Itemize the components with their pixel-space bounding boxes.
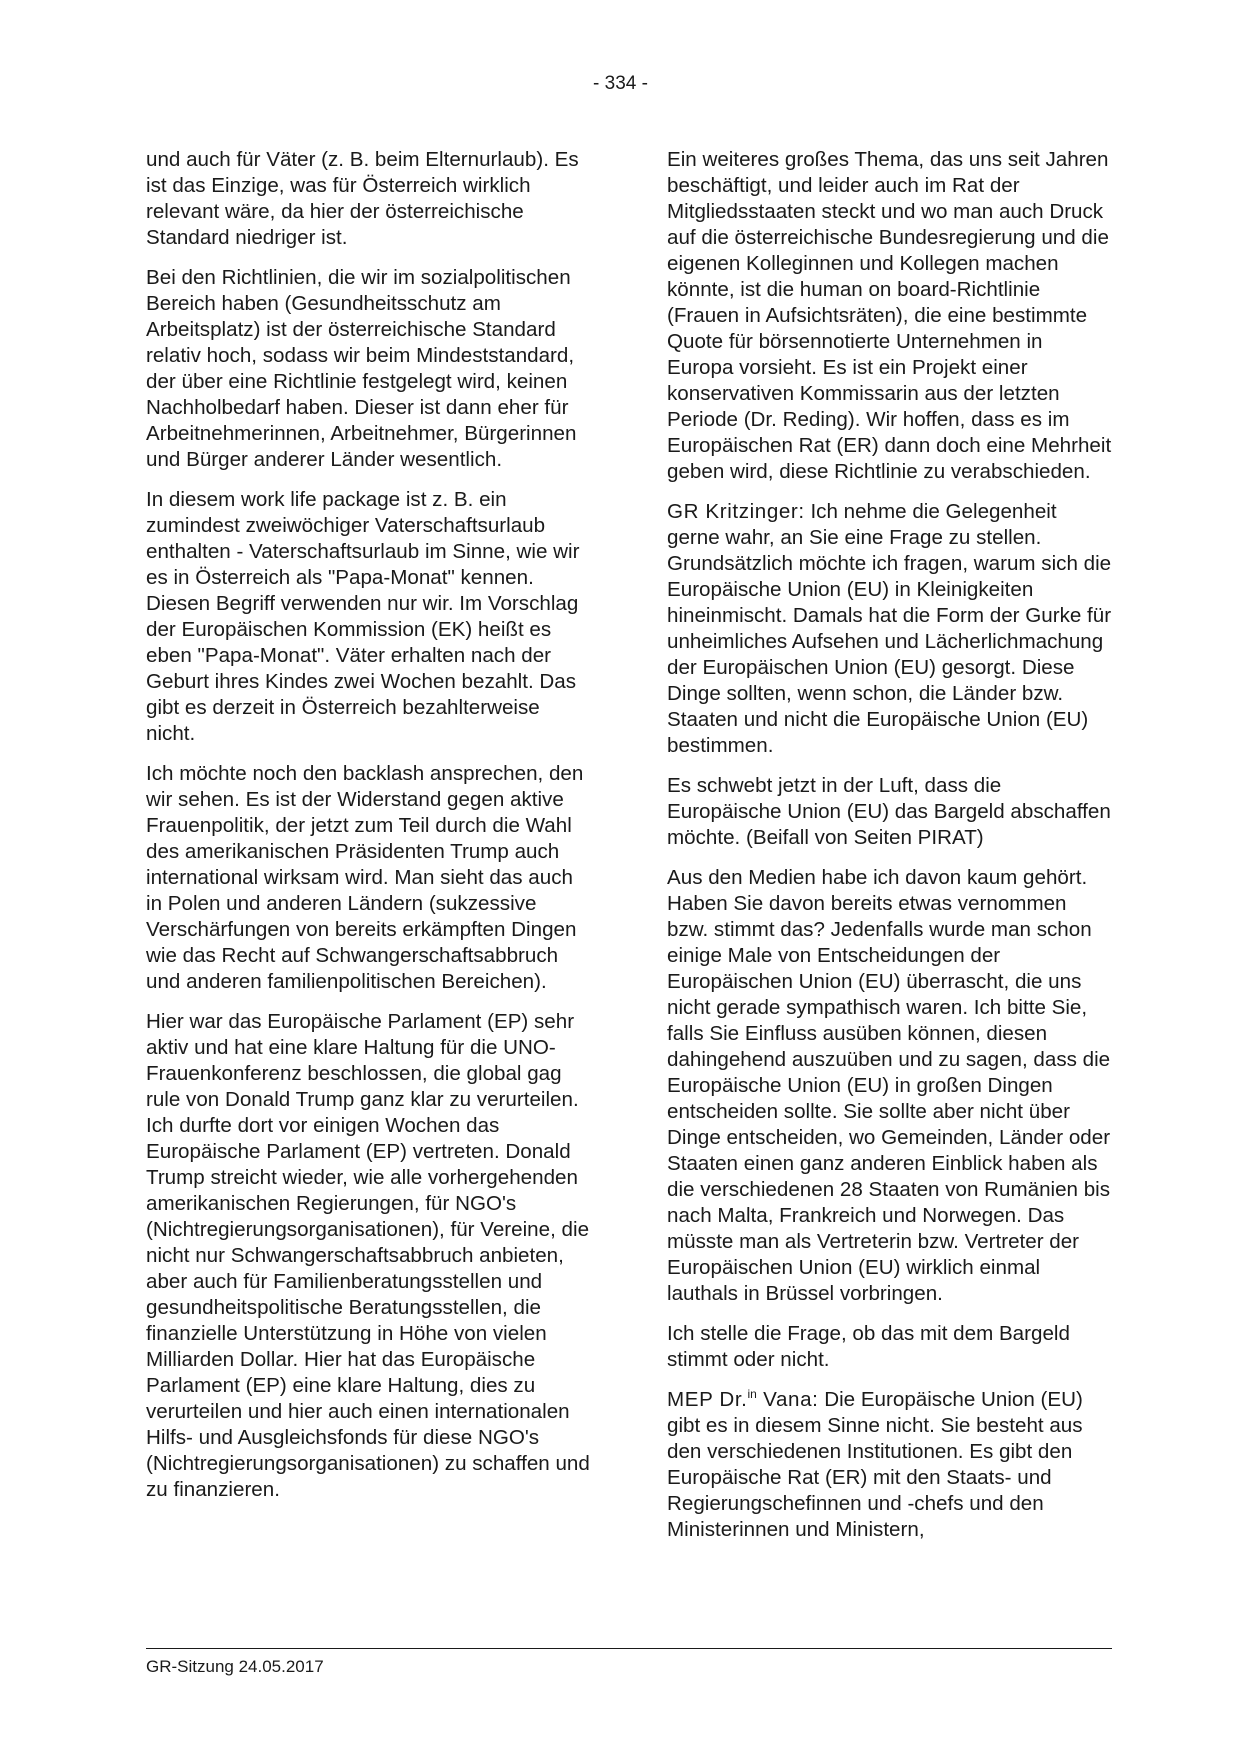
- speaker-title-superscript: in: [747, 1387, 757, 1401]
- paragraph: Ein weiteres großes Thema, das uns seit Jahren beschäftigt, und leider auch im Rat der Mitgliedsstaaten steckt und wo man auch Druck auf die österreichische Bundesregierung und die eigenen Kolleginnen und Kollegen machen könnte, ist die human on board-Richtlinie (Frauen in Aufsichtsräten), die eine bestimmte Quote für börsennotierte Unternehmen in Europa vorsieht. Es ist ein Projekt einer konservativen Kommissarin aus der letzten Periode (Dr. Reding). Wir hoffen, dass es im Europäischen Rat (ER) dann doch eine Mehrheit geben wird, diese Richtlinie zu verabschieden.: [667, 148, 1112, 483]
- footer-session-date: GR-Sitzung 24.05.2017: [146, 1657, 324, 1676]
- paragraph: Bei den Richtlinien, die wir im sozialpolitischen Bereich haben (Gesundheitsschutz am Arbeitsplatz) ist der österreichische Standard relativ hoch, sodass wir beim Mindeststandard, der über eine Richtlinie festgelegt wird, keinen Nachholbedarf haben. Dieser ist dann eher für Arbeitnehmerinnen, Arbeitnehmer, Bürgerinnen und Bürger anderer Länder wesentlich.: [146, 266, 577, 471]
- paragraph: Ich stelle die Frage, ob das mit dem Bargeld stimmt oder nicht.: [667, 1322, 1070, 1371]
- speaker-paragraph: [667, 1387, 1112, 1543]
- right-column: [667, 147, 1112, 1557]
- speech-text: Die Europäische Union (EU) gibt es in diesem Sinne nicht. Sie besteht aus den verschiedenen Institutionen. Es gibt den Europäische Rat (ER) mit den Staats- und Regierungschefinnen und -chefs und den Ministerinnen und Ministern,: [667, 1388, 1083, 1541]
- speech-text: Ich nehme die Gelegenheit gerne wahr, an Sie eine Frage zu stellen. Grundsätzlich möchte ich fragen, warum sich die Europäische Union (EU) in Kleinigkeiten hineinmischt. Damals hat die Form der Gurke für unheimliches Aufsehen und Lächerlichmachung der Europäischen Union (EU) gesorgt. Diese Dinge sollten, wenn schon, die Länder bzw. Staaten und nicht die Europäische Union (EU) bestimmen.: [667, 500, 1112, 757]
- left-column: [146, 147, 591, 1517]
- speaker-name: Vana:: [756, 1388, 819, 1411]
- speaker-label: GR Kritzinger:: [667, 500, 805, 523]
- paragraph: In diesem work life package ist z. B. ein zumindest zweiwöchiger Vaterschaftsurlaub enthalten - Vaterschaftsurlaub im Sinne, wie wir es in Österreich als "Papa-Monat" kennen. Diesen Begriff verwenden nur wir. Im Vorschlag der Europäischen Kommission (EK) heißt es eben "Papa-Monat". Väter erhalten nach der Geburt ihres Kindes zwei Wochen bezahlt. Das gibt es derzeit in Österreich bezahlterweise nicht.: [146, 488, 580, 745]
- paragraph: Aus den Medien habe ich davon kaum gehört. Haben Sie davon bereits etwas vernommen bzw. stimmt das? Jedenfalls wurde man schon einige Male von Entscheidungen der Europäischen Union (EU) überrascht, die uns nicht gerade sympathisch waren. Ich bitte Sie, falls Sie Einfluss ausüben können, diesen dahingehend auszuüben und zu sagen, dass die Europäische Union (EU) in großen Dingen entscheiden sollte. Sie sollte aber nicht über Dinge entscheiden, wo Gemeinden, Länder oder Staaten einen ganz anderen Einblick haben als die verschiedenen 28 Staaten von Rumänien bis nach Malta, Frankreich und Norwegen. Das müsste man als Vertreterin bzw. Vertreter der Europäischen Union (EU) wirklich einmal lauthals in Brüssel vorbringen.: [667, 866, 1111, 1305]
- paragraph: Ich möchte noch den backlash ansprechen, den wir sehen. Es ist der Widerstand gegen aktive Frauenpolitik, der jetzt zum Teil durch die Wahl des amerikanischen Präsidenten Trump auch international wirksam wird. Man sieht das auch in Polen und anderen Ländern (sukzessive Verschärfungen von bereits erkämpften Dingen wie das Recht auf Schwangerschaftsabbruch und anderen familienpolitischen Bereichen).: [146, 762, 584, 993]
- footer-divider: [146, 1648, 1112, 1649]
- speaker-label: MEP Dr.: [667, 1388, 748, 1411]
- speaker-paragraph: [667, 499, 1112, 759]
- paragraph: Hier war das Europäische Parlament (EP) sehr aktiv und hat eine klare Haltung für die UNO-Frauenkonferenz beschlossen, die global gag rule von Donald Trump ganz klar zu verurteilen. Ich durfte dort vor einigen Wochen das Europäische Parlament (EP) vertreten. Donald Trump streicht wieder, wie alle vorhergehenden amerikanischen Regierungen, für NGO's (Nichtregierungsorganisationen), für Vereine, die nicht nur Schwangerschaftsabbruch anbieten, aber auch für Familienberatungsstellen und gesundheitspolitische Beratungsstellen, die finanzielle Unterstützung in Höhe von vielen Milliarden Dollar. Hier hat das Europäische Parlament (EP) eine klare Haltung, dies zu verurteilen und hier auch einen internationalen Hilfs- und Ausgleichsfonds für diese NGO's (Nichtregierungsorganisationen) zu schaffen und zu finanzieren.: [146, 1010, 590, 1501]
- paragraph: Es schwebt jetzt in der Luft, dass die Europäische Union (EU) das Bargeld abschaffen möchte. (Beifall von Seiten PIRAT): [667, 774, 1111, 849]
- page-number: - 334 -: [593, 73, 648, 94]
- paragraph: und auch für Väter (z. B. beim Elternurlaub). Es ist das Einzige, was für Österreich wirklich relevant wäre, da hier der österreichische Standard niedriger ist.: [146, 148, 579, 249]
